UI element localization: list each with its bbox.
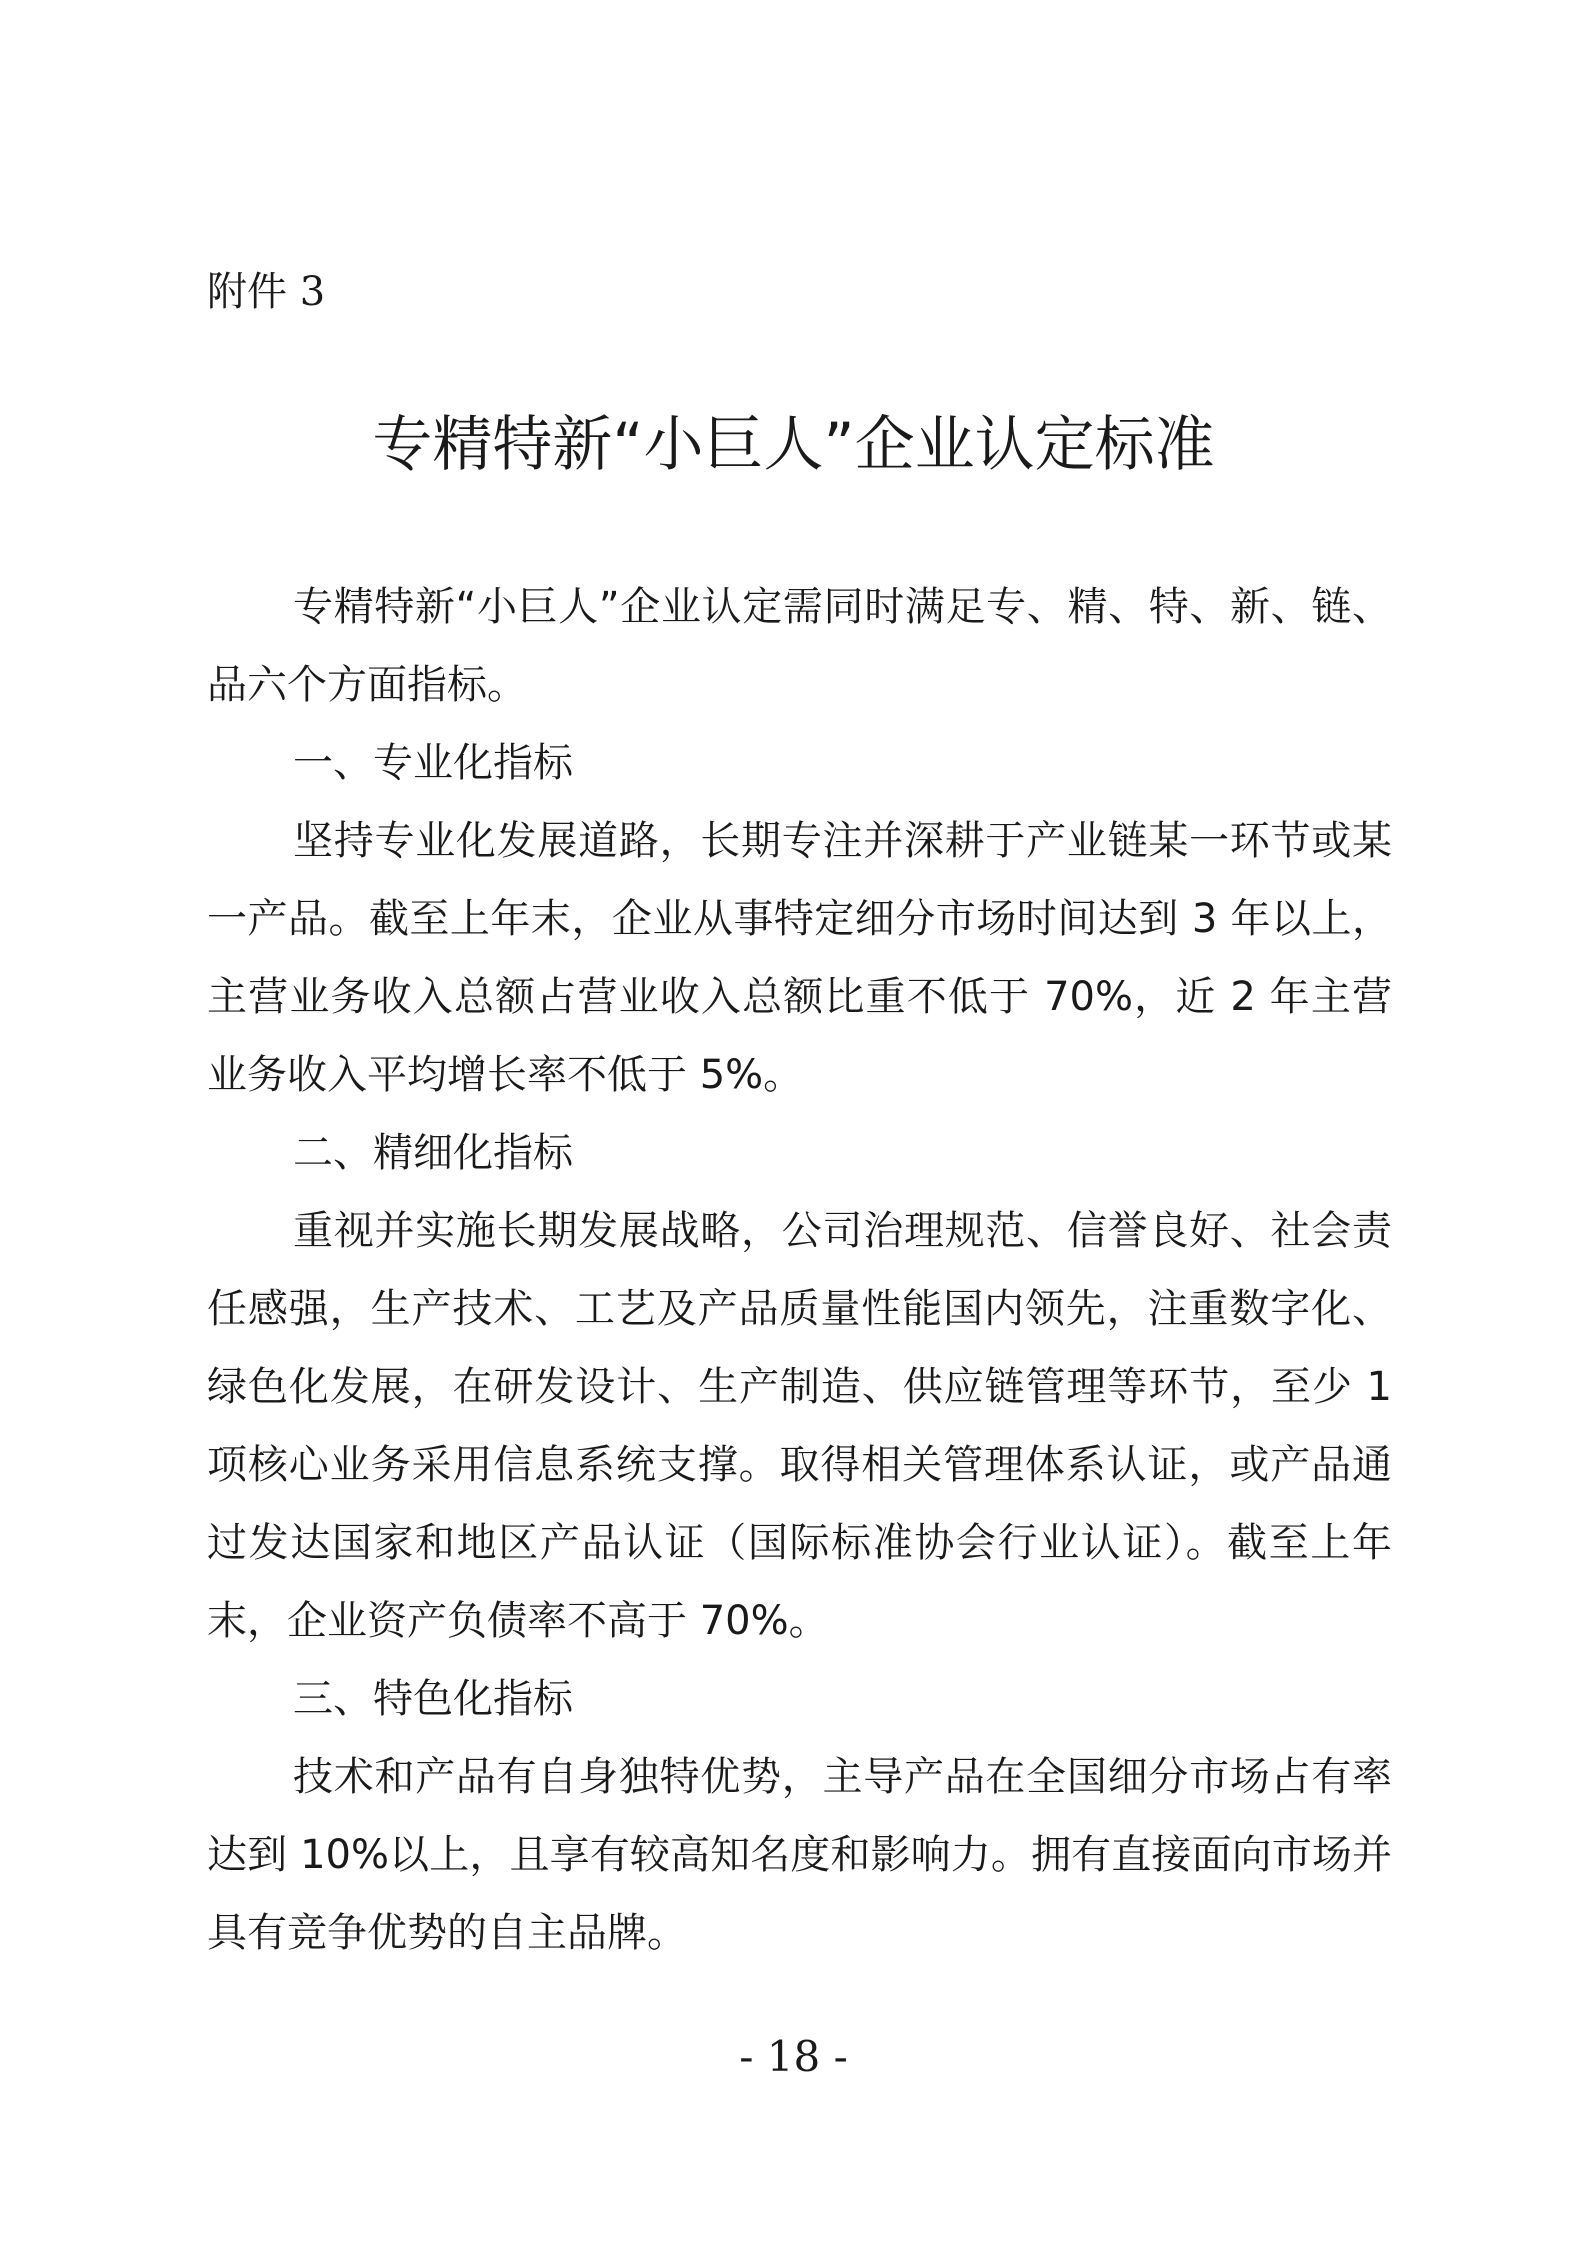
section-heading-characteristic: 三、特色化指标 xyxy=(293,1676,573,1722)
section-heading-specialization: 一、专业化指标 xyxy=(293,740,573,786)
intro-paragraph: 专精特新“小巨人”企业认定需同时满足专、精、特、新、链、品六个方面指标。 xyxy=(207,584,1392,708)
document-title: 专精特新“小巨人”企业认定标准 xyxy=(372,410,1215,480)
page-number: - 18 - xyxy=(739,2032,848,2081)
specialization-paragraph: 坚持专业化发展道路，长期专注并深耕于产业链某一环节或某一产品。截至上年末，企业从事特定细分市场时间达到 3 年以上，主营业务收入总额占营业收入总额比重不低于 70%，近 2 年主营业务收入平均增长率不低于 5%。 xyxy=(207,818,1392,1098)
characteristic-paragraph: 技术和产品有自身独特优势，主导产品在全国细分市场占有率达到 10%以上，且享有较高知名度和影响力。拥有直接面向市场并具有竞争优势的自主品牌。 xyxy=(207,1754,1392,1956)
section-heading-refinement: 二、精细化指标 xyxy=(293,1130,573,1176)
document-body xyxy=(207,568,1392,1972)
attachment-label: 附件 3 xyxy=(207,269,326,315)
refinement-paragraph: 重视并实施长期发展战略，公司治理规范、信誉良好、社会责任感强，生产技术、工艺及产品质量性能国内领先，注重数字化、绿色化发展，在研发设计、生产制造、供应链管理等环节，至少 1 项核心业务采用信息系统支撑。取得相关管理体系认证，或产品通过发达国家和地区产品认证（国际标准协会行业认证）。截至上年末，企业资产负债率不高于 70%。 xyxy=(207,1208,1392,1644)
